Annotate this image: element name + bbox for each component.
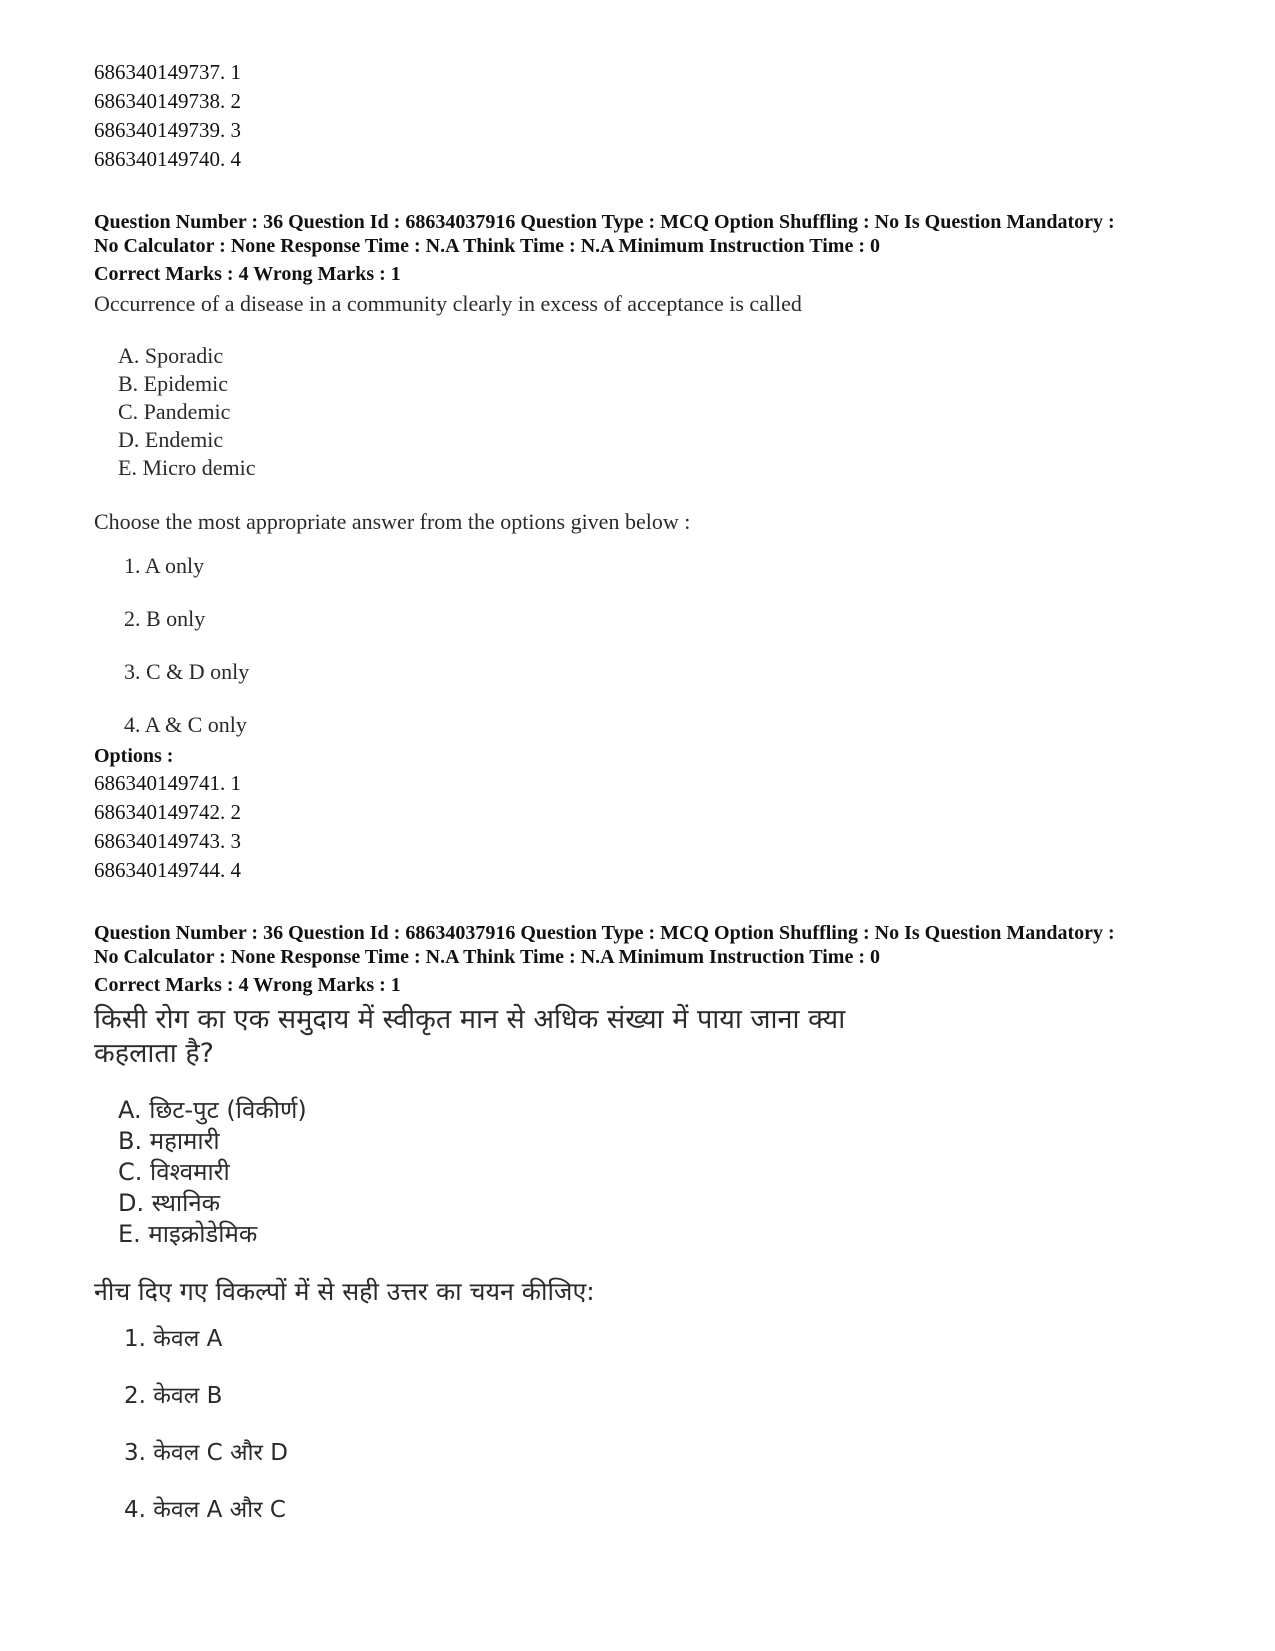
option-id-line: 686340149743. 3	[94, 829, 241, 853]
option-id-line: 686340149739. 3	[94, 118, 241, 142]
choice-item: B. Epidemic	[118, 371, 228, 396]
choice-item: A. छिट-पुट (विकीर्ण)	[118, 1096, 307, 1124]
question-meta-line-2: No Calculator : None Response Time : N.A Think Time : N.A Minimum Instruction Time : 0	[94, 235, 880, 257]
question-text: किसी रोग का एक समुदाय में स्वीकृत मान से अधिक संख्या में पाया जाना क्या कहलाता है?	[94, 1004, 846, 1069]
choice-item: E. Micro demic	[118, 455, 256, 480]
answer-list	[124, 1324, 1214, 1525]
question-meta-line-2: No Calculator : None Response Time : N.A Think Time : N.A Minimum Instruction Time : 0	[94, 946, 880, 968]
choice-item: E. माइक्रोडेमिक	[118, 1220, 258, 1248]
answer-item: 3. केवल C और D	[124, 1440, 288, 1466]
option-id-list	[94, 769, 1214, 885]
question-marks: Correct Marks : 4 Wrong Marks : 1	[94, 974, 401, 996]
question-block-english	[94, 210, 1214, 885]
option-id-line: 686340149741. 1	[94, 771, 241, 795]
previous-question-options	[94, 58, 1214, 174]
option-id-line: 686340149740. 4	[94, 147, 241, 171]
answer-item: 4. केवल A और C	[124, 1497, 286, 1523]
answer-item: 2. केवल B	[124, 1383, 223, 1409]
question-choices	[118, 1095, 1214, 1250]
answer-list	[124, 552, 1214, 739]
question-meta-line-1: Question Number : 36 Question Id : 68634037916 Question Type : MCQ Option Shuffling : No Is Question Mandatory :	[94, 211, 1115, 233]
answer-item: 2. B only	[124, 606, 206, 631]
answer-instruction: Choose the most appropriate answer from the options given below :	[94, 509, 691, 534]
answer-item: 1. केवल A	[124, 1326, 223, 1352]
option-id-line: 686340149737. 1	[94, 60, 241, 84]
question-choices	[118, 342, 1214, 482]
question-block-hindi	[94, 921, 1214, 1525]
option-id-line: 686340149744. 4	[94, 858, 241, 882]
question-marks: Correct Marks : 4 Wrong Marks : 1	[94, 263, 401, 285]
choice-item: A. Sporadic	[118, 343, 224, 368]
question-text: Occurrence of a disease in a community clearly in excess of acceptance is called	[94, 291, 802, 316]
answer-item: 1. A only	[124, 553, 205, 578]
answer-item: 3. C & D only	[124, 659, 250, 684]
question-meta-line-1: Question Number : 36 Question Id : 68634037916 Question Type : MCQ Option Shuffling : No Is Question Mandatory :	[94, 922, 1115, 944]
answer-item: 4. A & C only	[124, 712, 247, 737]
option-id-line: 686340149738. 2	[94, 89, 241, 113]
choice-item: B. महामारी	[118, 1127, 220, 1155]
choice-item: C. विश्वमारी	[118, 1158, 230, 1186]
choice-item: C. Pandemic	[118, 399, 231, 424]
choice-item: D. स्थानिक	[118, 1189, 221, 1217]
document-page	[94, 58, 1214, 1525]
options-label: Options :	[94, 745, 174, 767]
answer-instruction: नीच दिए गए विकल्पों में से सही उत्तर का चयन कीजिए:	[94, 1277, 595, 1306]
choice-item: D. Endemic	[118, 427, 224, 452]
option-id-line: 686340149742. 2	[94, 800, 241, 824]
